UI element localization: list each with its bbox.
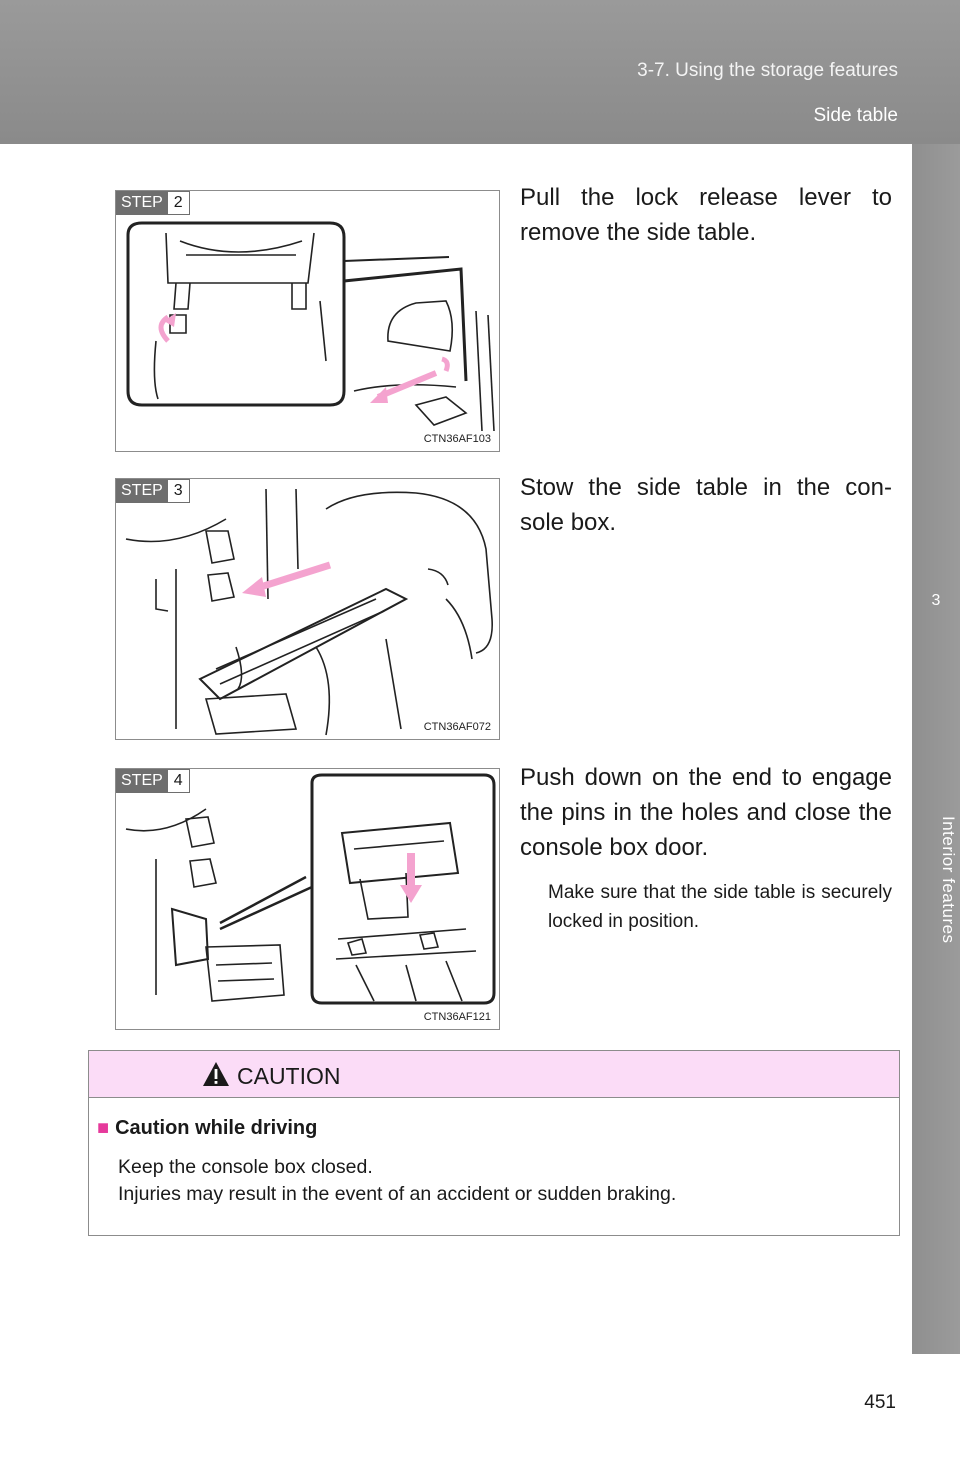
chapter-label: Interior features [939,816,958,944]
step-2-text: Pull the lock release lever to remove the side table. [520,184,892,246]
side-table-stow-illustration [116,479,500,740]
step-3-text: Stow the side table in the con- sole box. [520,474,892,536]
step-2-badge [116,191,190,215]
caution-body [118,1154,676,1208]
caution-title: CAUTION [237,1063,341,1089]
chapter-number: 3 [931,592,941,609]
step-3-figure-code: CTN36AF072 [423,721,491,733]
seat-lever-illustration [116,191,500,452]
caution-subheading-text: Caution while driving [115,1117,318,1139]
caution-line-1: Keep the console box closed. [118,1156,373,1178]
section-title: 3-7. Using the storage features [637,60,898,81]
caution-header [89,1051,899,1098]
chapter-tab [912,144,960,1354]
square-bullet-icon: ■ [97,1117,110,1139]
step-4-word: STEP [116,769,168,793]
step-3-word: STEP [116,479,168,503]
caution-subheading [97,1117,317,1140]
step-4-text: Push down on the end to engage the pins in the holes and close the console box door. [520,764,892,861]
step-4-figure [115,768,500,1030]
step-4-badge [116,769,190,793]
step-4-note: Make sure that the side table is securely locked in position. [548,882,892,932]
page-header [0,0,960,144]
step-3-number: 3 [168,479,190,503]
console-close-illustration [116,769,500,1030]
step-4-figure-code: CTN36AF121 [423,1011,491,1023]
step-2-word: STEP [116,191,168,215]
step-2-number: 2 [168,191,190,215]
step-4-number: 4 [168,769,190,793]
step-2-figure-code: CTN36AF103 [423,433,491,445]
warning-triangle-icon [202,1061,230,1087]
topic-title: Side table [813,105,898,126]
step-3-badge [116,479,190,503]
page-number: 451 [864,1392,896,1413]
caution-line-2: Injuries may result in the event of an accident or sudden braking. [118,1183,677,1205]
step-3-figure [115,478,500,740]
step-2-figure [115,190,500,452]
caution-box [88,1050,900,1236]
